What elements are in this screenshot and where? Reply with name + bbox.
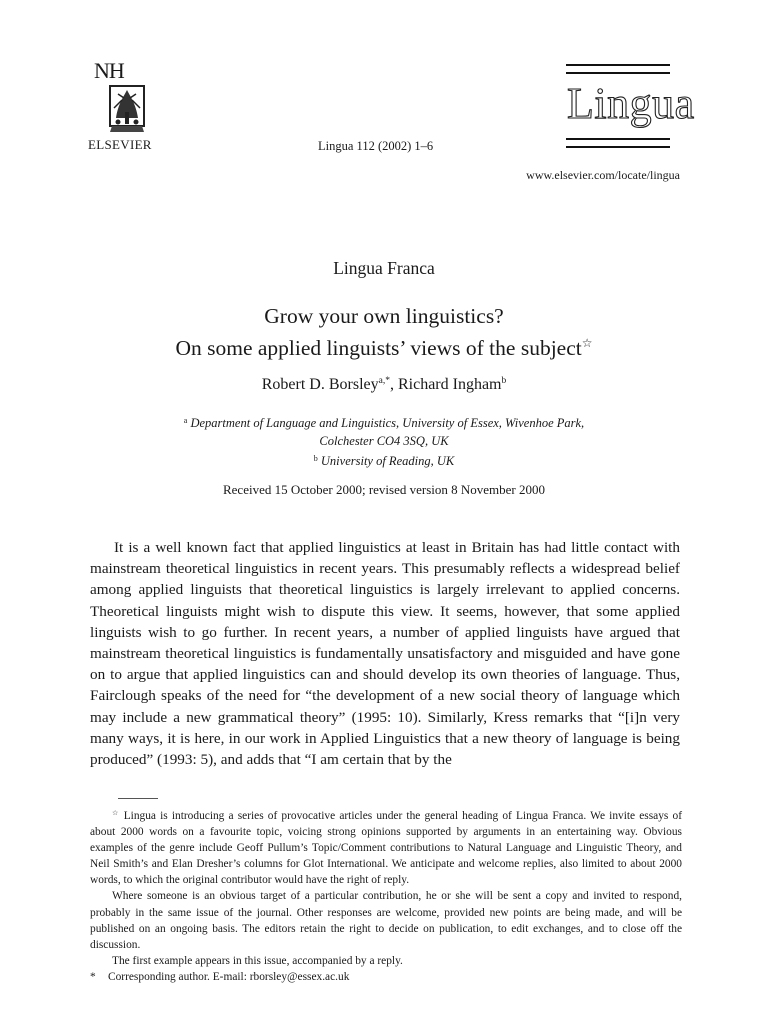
publisher-mark: NH bbox=[94, 58, 124, 83]
footnotes bbox=[90, 805, 682, 985]
affiliation-mark: b bbox=[313, 454, 318, 463]
header-rule-bottom bbox=[566, 138, 670, 140]
received-dates: Received 15 October 2000; revised version 8 November 2000 bbox=[222, 482, 546, 497]
author-list bbox=[0, 376, 768, 394]
title-line-2: On some applied linguists’ views of the subject bbox=[175, 336, 582, 360]
corresponding-author-note bbox=[90, 969, 682, 985]
corresponding-mark: * bbox=[90, 970, 96, 983]
affiliations bbox=[0, 412, 768, 471]
journal-title: Lingua bbox=[567, 79, 695, 128]
author-name: Richard Ingham bbox=[397, 376, 502, 393]
header-rule-bottom-2 bbox=[566, 146, 670, 148]
affiliation-mark: a bbox=[183, 416, 188, 425]
author-affiliation-marks: b bbox=[501, 376, 507, 386]
header-rule-top-2 bbox=[566, 72, 670, 74]
header-rule-top bbox=[566, 64, 670, 66]
footnote-text: Lingua is introducing a series of provocative articles under the general heading of Lingua Franca. We invite essays of about 2000 words on a favourite topic, voicing strong opinions supported by arguments in an entertaining way. Obvious examples of the genre include Geoff Pullum’s Topic/Comment contributions to Natural Language and Linguistic Theory, and Neil Smith’s and Elan Dresher’s columns for Glot International. We anticipate and welcome replies, also limited to about 2000 words, to which the original contributor would have the right of reply. bbox=[90, 810, 682, 887]
body-paragraph: It is a well known fact that applied linguistics at least in Britain has had little contact with mainstream theoretical linguistics in recent years. This presumably reflects a widespread belief among applied linguists that theoretical linguistics is largely irrelevant to applied concerns. Theoretical linguists might wish to dispute this view. It seems, however, that some applied linguists wish to go further. In recent years, a number of applied linguists have argued that mainstream theoretical linguistics is fundamentally unsatisfactory and misguided and have gone on to argue that applied linguistics can and should develop its own theories of language. Thus, Fairclough speaks of the need for “the development of a new social theory of language which may include a new grammatical theory” (1995: 10). Similarly, Kress remarks that “[i]n very many ways, it is here, in our work in Applied Linguistics that a new theory of language is being produced” (1993: 5), and adds that “I am certain that by the bbox=[90, 539, 680, 769]
footnote-paragraph bbox=[90, 805, 682, 888]
affiliation-line: University of Reading, UK bbox=[320, 454, 455, 468]
author-affiliation-marks: a, bbox=[378, 376, 386, 386]
author-name: Robert D. Borsley bbox=[261, 376, 379, 393]
title-line-1: Grow your own linguistics? bbox=[264, 304, 504, 328]
corresponding-author-text: Corresponding author. E-mail: rborsley@essex.ac.uk bbox=[108, 970, 350, 983]
author-separator: , bbox=[389, 376, 398, 393]
journal-citation: Lingua 112 (2002) 1–6 bbox=[318, 139, 434, 153]
affiliation-line: Department of Language and Linguistics, University of Essex, Wivenhoe Park, bbox=[190, 416, 585, 430]
article-title bbox=[0, 303, 768, 362]
affiliation-line: Colchester CO4 3SQ, UK bbox=[319, 433, 449, 448]
section-heading: Lingua Franca bbox=[333, 258, 435, 278]
corresponding-author-mark[interactable]: * bbox=[385, 376, 390, 386]
footnote-paragraph: Where someone is an obvious target of a particular contribution, he or she will be sent a copy and invited to respond, probably in the same issue of the journal. Other responses are welcome, provided new points are being made, and will be published on an ongoing basis. The editors retain the right to decide on publication, to edit exchanges, and to close off the discussion. bbox=[90, 890, 682, 951]
footnote-paragraph: The first example appears in this issue, accompanied by a reply. bbox=[112, 954, 403, 967]
publisher-name: ELSEVIER bbox=[88, 137, 152, 152]
title-footnote-mark[interactable]: ☆ bbox=[581, 336, 593, 350]
elsevier-tree-logo bbox=[104, 82, 150, 134]
journal-url[interactable]: www.elsevier.com/locate/lingua bbox=[526, 168, 680, 182]
footnote-rule bbox=[118, 798, 158, 799]
footnote-mark: ☆ bbox=[112, 809, 120, 817]
